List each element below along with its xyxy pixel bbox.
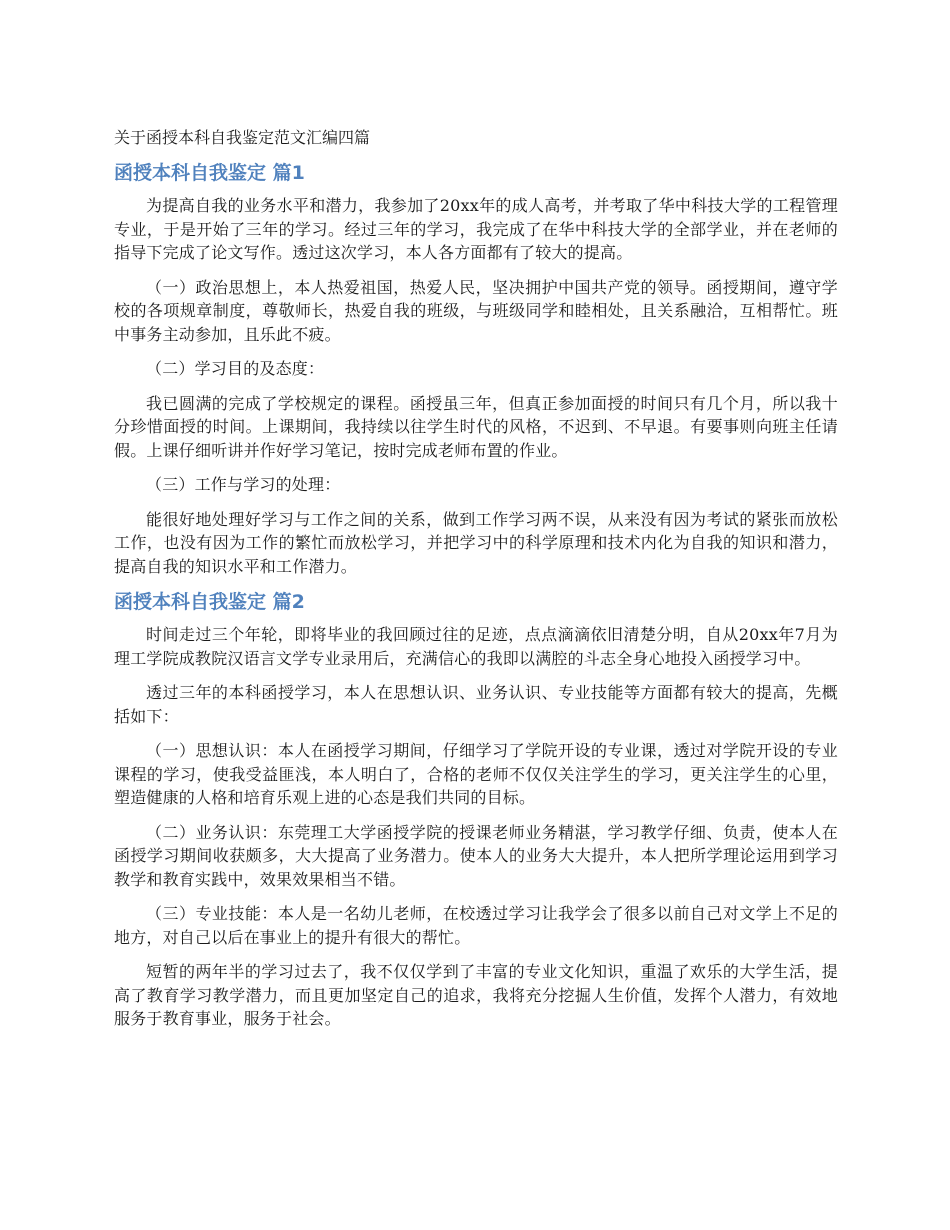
paragraph: （一）思想认识：本人在函授学习期间，仔细学习了学院开设的专业课，透过对学院开设的专业课程的学习，使我受益匪浅，本人明白了，合格的老师不仅仅关注学生的学习，更关注学生的心里，塑造健康的人格和培育乐观上进的心态是我们共同的目标。 xyxy=(114,741,838,807)
paragraph: （二）业务认识：东莞理工大学函授学院的授课老师业务精湛，学习教学仔细、负责，使本人在函授学习期间收获颇多，大大提高了业务潜力。使本人的业务大大提升，本人把所学理论运用到学习教学和教育实践中，效果效果相当不错。 xyxy=(114,822,838,889)
paragraph: 时间走过三个年轮，即将毕业的我回顾过往的足迹，点点滴滴依旧清楚分明，自从20xx年7月为理工学院成教院汉语言文学专业录用后，充满信心的我即以满腔的斗志全身心地投入函授学习中。 xyxy=(114,625,838,668)
document-content xyxy=(114,126,838,1042)
paragraph: （二）学习目的及态度： xyxy=(146,359,325,378)
section-1 xyxy=(114,160,838,578)
paragraph: 我已圆满的完成了学校规定的课程。函授虽三年，但真正参加面授的时间只有几个月，所以我十分珍惜面授的时间。上课期间，我持续以往学生时代的风格，不迟到、不早退。有要事则向班主任请假。上课仔细听讲并作好学习笔记，按时完成老师布置的作业。 xyxy=(114,393,838,460)
paragraph: 为提高自我的业务水平和潜力，我参加了20xx年的成人高考，并考取了华中科技大学的工程管理专业，于是开始了三年的学习。经过三年的学习，我完成了在华中科技大学的全部学业，并在老师的指导下完成了论文写作。透过这次学习，本人各方面都有了较大的提高。 xyxy=(114,196,838,262)
section-2 xyxy=(114,589,838,1031)
paragraph: 能很好地处理好学习与工作之间的关系，做到工作学习两不误，从来没有因为考试的紧张而放松工作，也没有因为工作的繁忙而放松学习，并把学习中的科学原理和技术内化为自我的知识和潜力，提高自我的知识水平和工作潜力。 xyxy=(114,509,838,576)
paragraph: 短暂的两年半的学习过去了，我不仅仅学到了丰富的专业文化知识，重温了欢乐的大学生活，提高了教育学习教学潜力，而且更加坚定自己的追求，我将充分挖掘人生价值，发挥个人潜力，有效地服务于教育事业，服务于社会。 xyxy=(114,962,838,1028)
section-heading: 函授本科自我鉴定 篇1 xyxy=(114,162,305,184)
document-title: 关于函授本科自我鉴定范文汇编四篇 xyxy=(114,128,371,147)
section-heading: 函授本科自我鉴定 篇2 xyxy=(114,591,305,613)
paragraph: （三）专业技能：本人是一名幼儿老师，在校透过学习让我学会了很多以前自己对文学上不足的地方，对自己以后在事业上的提升有很大的帮忙。 xyxy=(114,904,838,947)
paragraph: （一）政治思想上，本人热爱祖国，热爱人民，坚决拥护中国共产党的领导。函授期间，遵守学校的各项规章制度，尊敬师长，热爱自我的班级，与班级同学和睦相处，且关系融洽，互相帮忙。班中事务主动参加，且乐此不疲。 xyxy=(114,277,838,344)
paragraph: 透过三年的本科函授学习，本人在思想认识、业务认识、专业技能等方面都有较大的提高，先概括如下： xyxy=(114,683,838,726)
paragraph: （三）工作与学习的处理： xyxy=(146,475,341,494)
